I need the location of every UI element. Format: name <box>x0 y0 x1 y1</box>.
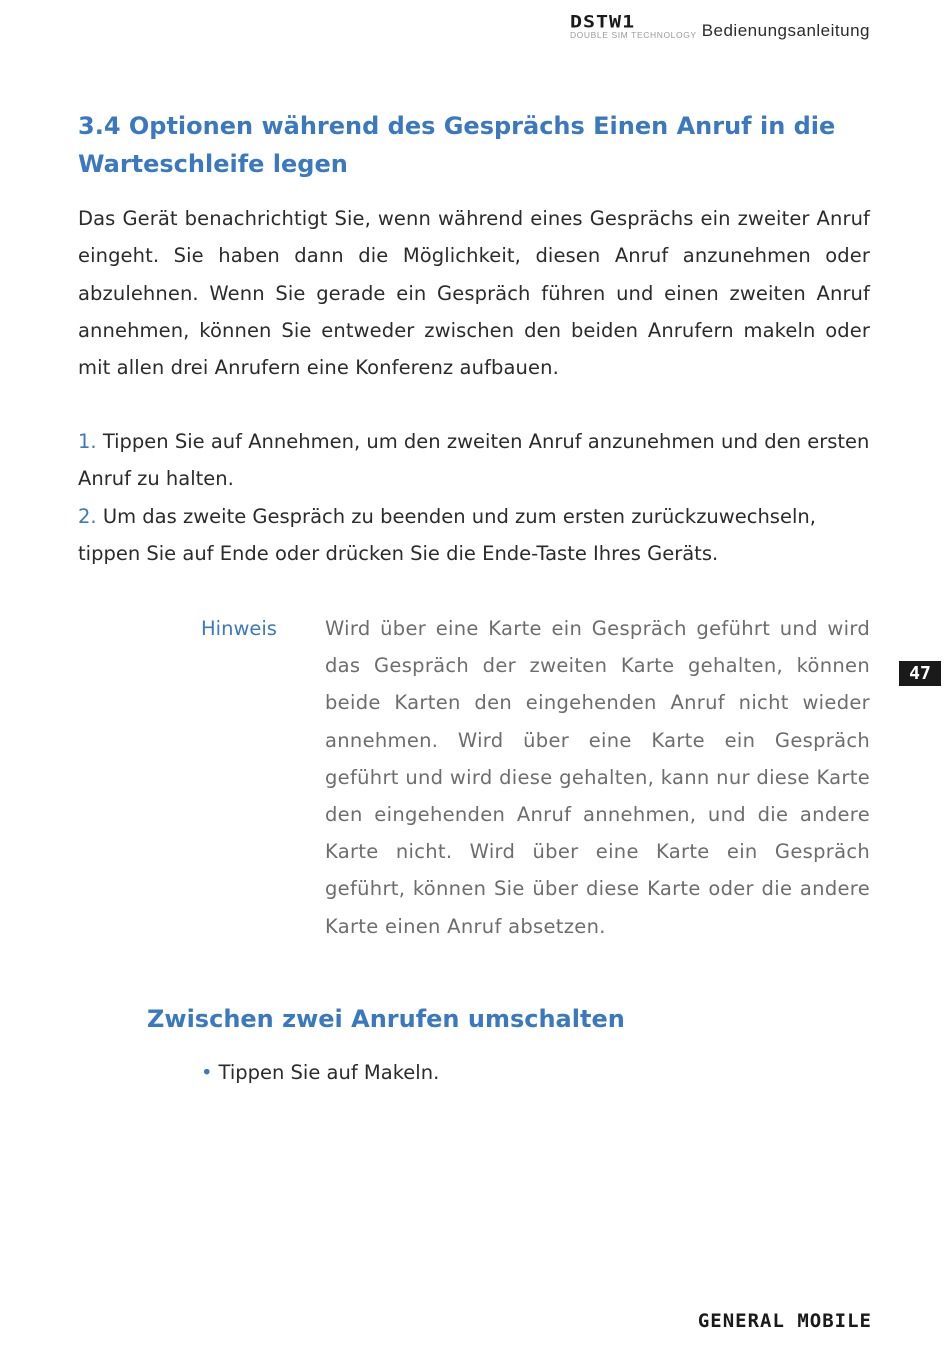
document-type: Bedienungsanleitung <box>701 21 870 40</box>
brand-tagline: DOUBLE SIM TECHNOLOGY <box>569 30 697 40</box>
step-text: Tippen Sie auf Annehmen, um den zweiten Anruf anzunehmen und den ersten Anruf zu halten. <box>78 430 870 491</box>
subsection-title: Zwischen zwei Anrufen umschalten <box>147 1005 625 1033</box>
footer-brand-logo: GENERAL MOBILE <box>697 1310 872 1332</box>
page-header <box>570 10 870 40</box>
bullet-list <box>201 1054 439 1091</box>
page-number-tab: 47 <box>899 661 941 686</box>
step-text: Um das zweite Gespräch zu beenden und zum ersten zurückzuwechseln, tippen Sie auf Ende oder drücken Sie die Ende-Taste Ihres Geräts. <box>78 504 816 565</box>
brand-logo: DSTW1 <box>569 11 636 32</box>
brand-logo-block <box>570 10 697 40</box>
list-item <box>78 423 870 498</box>
list-item <box>78 498 870 573</box>
list-item <box>201 1054 439 1091</box>
bullet-text: Tippen Sie auf Makeln. <box>218 1061 440 1084</box>
intro-paragraph: Das Gerät benachrichtigt Sie, wenn während eines Gesprächs ein zweiter Anruf eingeht. Sie haben dann die Möglichkeit, diesen Anruf anzunehmen oder abzulehnen. Wenn Sie gerade ein Gespräch führen und einen zweiten Anruf annehmen, können Sie entweder zwischen den beiden Anrufern makeln oder mit allen drei Anrufern eine Konferenz aufbauen. <box>78 207 870 380</box>
section-title: 3.4 Optionen während des Gesprächs Einen Anruf in die Warteschleife legen <box>78 112 836 178</box>
note-label: Hinweis <box>201 617 277 640</box>
note-text: Wird über eine Karte ein Gespräch geführt und wird das Gespräch der zweiten Karte gehalten, können beide Karten den eingehenden Anruf nicht wieder annehmen. Wird über eine Karte ein Gespräch geführt und wird diese gehalten, kann nur diese Karte den eingehenden Anruf annehmen, und die andere Karte nicht. Wird über eine Karte ein Gespräch geführt, können Sie über diese Karte oder die andere Karte einen Anruf absetzen. <box>325 617 870 938</box>
step-number: 1. <box>78 430 97 453</box>
bullet-icon: • <box>201 1061 213 1084</box>
steps-list <box>78 423 870 572</box>
step-number: 2. <box>78 504 97 528</box>
